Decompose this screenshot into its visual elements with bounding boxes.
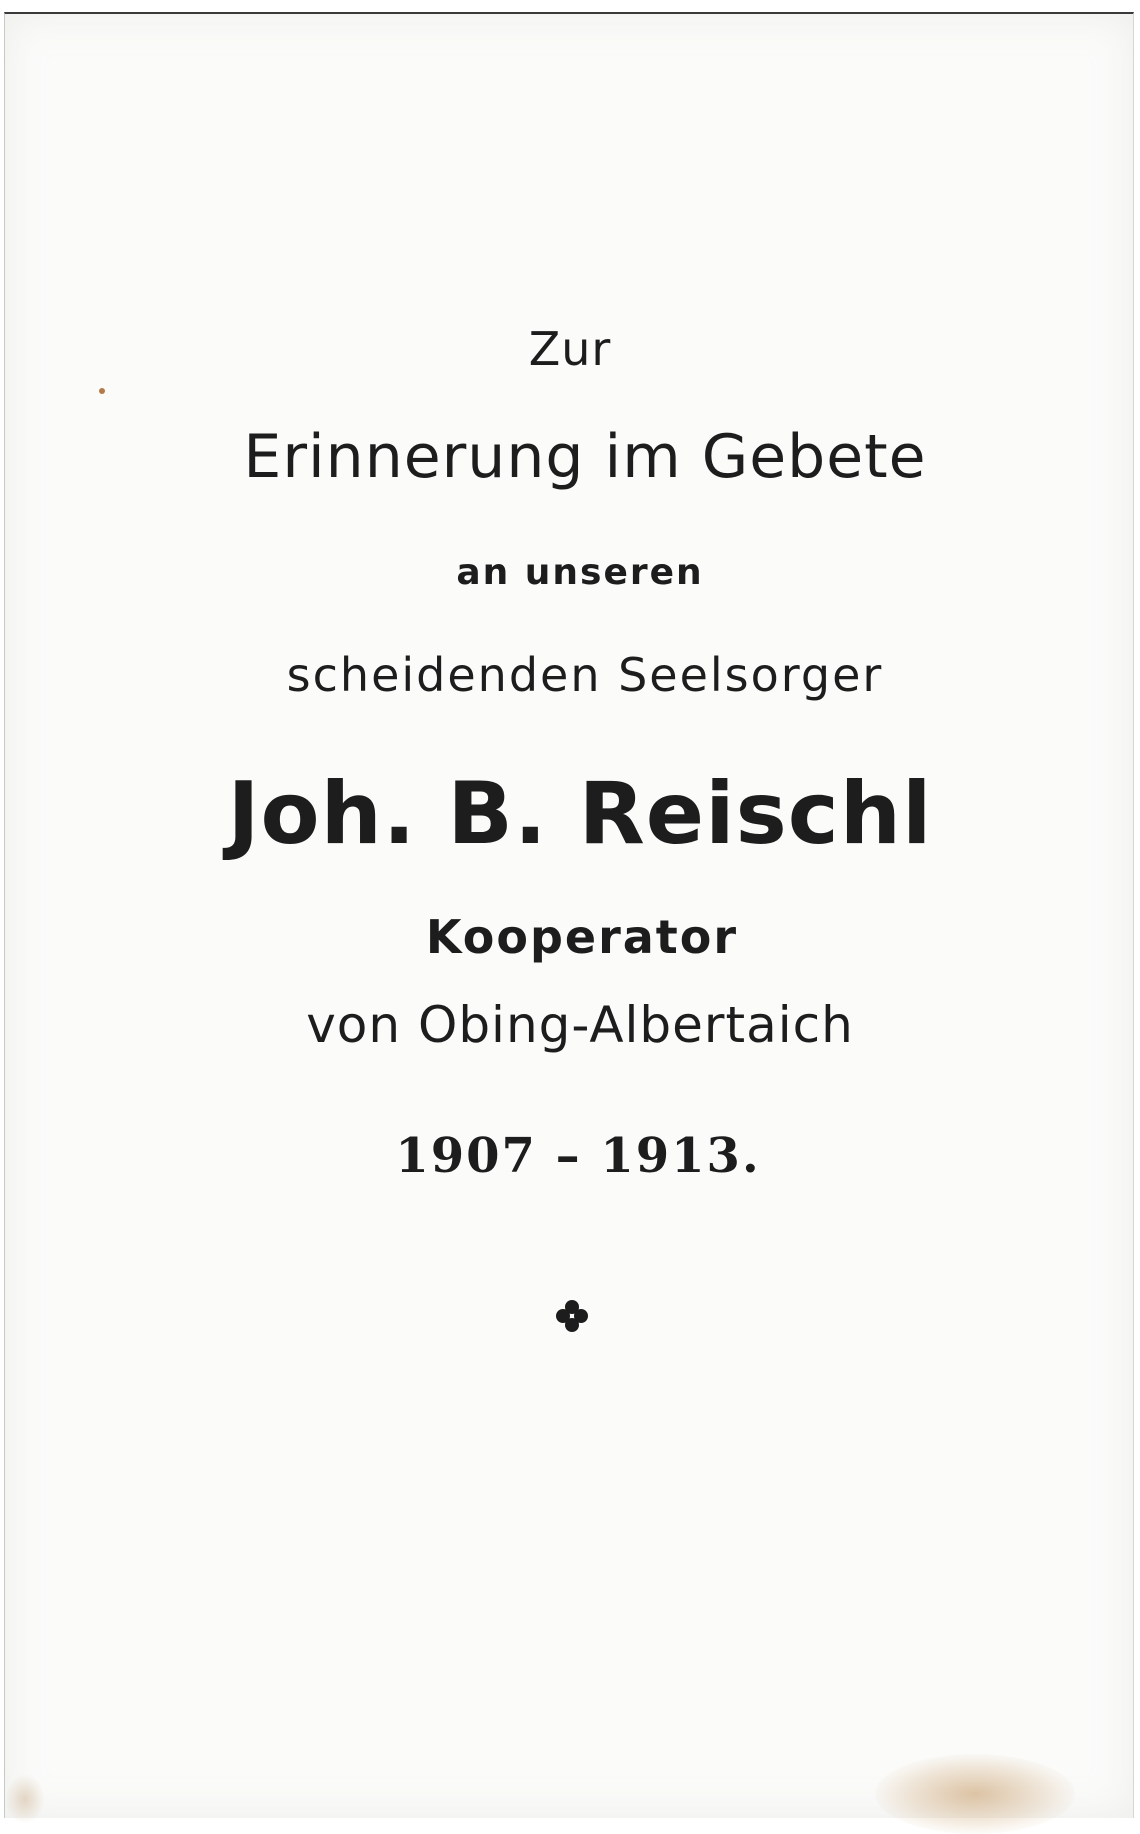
person-name: Joh. B. Reischl <box>227 764 933 864</box>
role-line: scheidenden Seelsorger <box>286 648 884 702</box>
dedication-line: an unseren <box>456 552 704 593</box>
paper-speck <box>99 388 105 394</box>
years-line: 1907 – 1913. <box>395 1128 761 1184</box>
paper-stain <box>5 1774 45 1824</box>
heading-zur: Zur <box>528 322 612 376</box>
four-lobed-ornament-icon <box>554 1298 590 1334</box>
person-title: Kooperator <box>425 910 739 964</box>
paper-stain <box>875 1754 1075 1834</box>
parish-line: von Obing-Albertaich <box>306 996 854 1054</box>
heading-erinnerung: Erinnerung im Gebete <box>243 422 927 492</box>
